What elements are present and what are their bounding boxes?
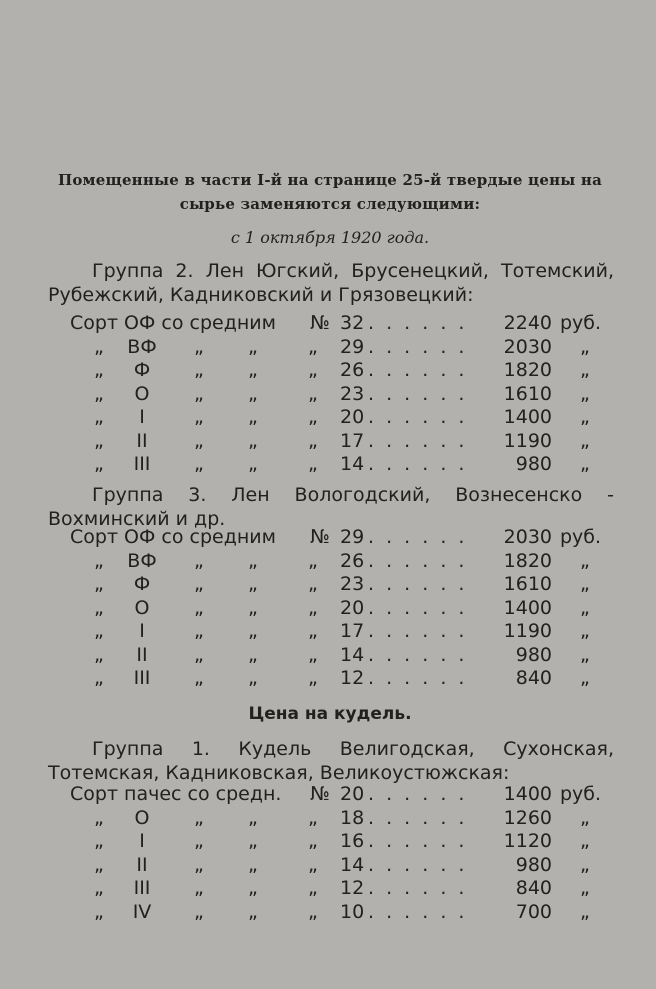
price-row xyxy=(0,550,656,574)
price-value: 1610 xyxy=(503,573,552,595)
average-number: 23 xyxy=(340,573,365,595)
leader-dots: . . . . . . xyxy=(368,429,468,452)
ditto-mark: „ xyxy=(248,806,258,829)
ditto-mark: „ xyxy=(194,596,204,619)
ditto-mark: „ xyxy=(248,900,258,923)
ditto-mark: „ xyxy=(94,573,104,595)
price-row xyxy=(0,830,656,854)
average-number: 10 xyxy=(340,900,365,923)
price-row xyxy=(0,667,656,691)
leader-dots: . . . . . . xyxy=(368,853,468,876)
price-value: 840 xyxy=(515,877,552,899)
ditto-mark: „ xyxy=(194,382,204,405)
ditto-mark: „ xyxy=(94,667,104,689)
sort-name: II xyxy=(136,429,148,452)
price-row xyxy=(0,783,656,807)
leader-dots: . . . . . . xyxy=(368,382,468,405)
price-value: 1610 xyxy=(503,382,552,405)
leader-dots: . . . . . . xyxy=(368,573,468,595)
ditto-mark: „ xyxy=(580,900,590,923)
ditto-mark: „ xyxy=(248,549,258,572)
sort-label: Сорт ОФ со средним xyxy=(70,526,276,548)
sort-name: О xyxy=(134,382,150,405)
ditto-mark: „ xyxy=(94,620,104,642)
ditto-mark: „ xyxy=(194,667,204,689)
price-value: 1820 xyxy=(503,359,552,381)
ditto-mark: „ xyxy=(308,453,318,475)
average-number: 20 xyxy=(340,783,365,805)
price-row xyxy=(0,526,656,550)
leader-dots: . . . . . . xyxy=(368,312,468,334)
sort-name: Ф xyxy=(133,359,151,381)
group1-text: Группа 1. Кудель Велигодская, Сухонская, Тотемская, Кадниковская, Великоустюжская: xyxy=(48,738,614,784)
ditto-mark: „ xyxy=(248,429,258,452)
price-value: 980 xyxy=(515,453,552,475)
leader-dots: . . . . . . xyxy=(368,667,468,689)
ditto-mark: „ xyxy=(94,335,104,358)
leader-dots: . . . . . . xyxy=(368,900,468,923)
ditto-mark: „ xyxy=(580,596,590,619)
ditto-mark: „ xyxy=(580,806,590,829)
ditto-mark: „ xyxy=(248,406,258,428)
leader-dots: . . . . . . xyxy=(368,453,468,475)
average-number: 17 xyxy=(340,429,365,452)
sort-name: Ф xyxy=(133,573,151,595)
unit-label: руб. xyxy=(560,526,602,548)
leader-dots: . . . . . . xyxy=(368,406,468,428)
ditto-mark: „ xyxy=(94,900,104,923)
leader-dots: . . . . . . xyxy=(368,643,468,666)
ditto-mark: „ xyxy=(580,453,590,475)
ditto-mark: „ xyxy=(94,549,104,572)
sort-name: IV xyxy=(132,900,152,923)
ditto-mark: „ xyxy=(94,853,104,876)
ditto-mark: „ xyxy=(248,620,258,642)
ditto-mark: „ xyxy=(580,620,590,642)
ditto-mark: „ xyxy=(580,853,590,876)
ditto-mark: „ xyxy=(194,853,204,876)
price-value: 1820 xyxy=(503,549,552,572)
average-number: 14 xyxy=(340,643,365,666)
number-sign: № xyxy=(310,783,330,805)
ditto-mark: „ xyxy=(194,806,204,829)
leader-dots: . . . . . . xyxy=(368,830,468,852)
ditto-mark: „ xyxy=(308,596,318,619)
price-row xyxy=(0,901,656,925)
ditto-mark: „ xyxy=(308,643,318,666)
ditto-mark: „ xyxy=(580,667,590,689)
date-line: с 1 октября 1920 года. xyxy=(230,228,430,247)
price-value: 2240 xyxy=(503,312,552,334)
sort-name: I xyxy=(139,406,145,428)
price-row xyxy=(0,573,656,597)
price-value: 1120 xyxy=(503,830,552,852)
ditto-mark: „ xyxy=(194,830,204,852)
ditto-mark: „ xyxy=(580,643,590,666)
ditto-mark: „ xyxy=(308,620,318,642)
ditto-mark: „ xyxy=(248,830,258,852)
average-number: 20 xyxy=(340,406,365,428)
sort-name: II xyxy=(136,853,148,876)
ditto-mark: „ xyxy=(194,453,204,475)
ditto-mark: „ xyxy=(580,549,590,572)
ditto-mark: „ xyxy=(308,359,318,381)
leader-dots: . . . . . . xyxy=(368,806,468,829)
average-number: 32 xyxy=(340,312,365,334)
price-row xyxy=(0,877,656,901)
ditto-mark: „ xyxy=(248,335,258,358)
ditto-mark: „ xyxy=(308,549,318,572)
ditto-mark: „ xyxy=(194,549,204,572)
ditto-mark: „ xyxy=(308,667,318,689)
ditto-mark: „ xyxy=(580,359,590,381)
kudel-heading: Цена на кудель. xyxy=(248,704,412,724)
average-number: 23 xyxy=(340,382,365,405)
ditto-mark: „ xyxy=(94,453,104,475)
ditto-mark: „ xyxy=(308,335,318,358)
number-sign: № xyxy=(310,312,330,334)
ditto-mark: „ xyxy=(248,453,258,475)
ditto-mark: „ xyxy=(248,877,258,899)
ditto-mark: „ xyxy=(308,382,318,405)
price-value: 980 xyxy=(515,643,552,666)
ditto-mark: „ xyxy=(94,806,104,829)
leader-dots: . . . . . . xyxy=(368,526,468,548)
average-number: 14 xyxy=(340,453,365,475)
group1-paragraph xyxy=(48,737,614,785)
heading-line-2: сырье заменяются следующими: xyxy=(179,195,481,213)
average-number: 29 xyxy=(340,335,365,358)
group2-text: Группа 2. Лен Югский, Брусенецкий, Тотемский, Рубежский, Кадниковский и Грязовецкий: xyxy=(48,260,614,306)
price-row xyxy=(0,597,656,621)
price-row xyxy=(0,620,656,644)
price-row xyxy=(0,453,656,477)
leader-dots: . . . . . . xyxy=(368,335,468,358)
ditto-mark: „ xyxy=(580,877,590,899)
ditto-mark: „ xyxy=(248,573,258,595)
leader-dots: . . . . . . xyxy=(368,877,468,899)
ditto-mark: „ xyxy=(308,877,318,899)
ditto-mark: „ xyxy=(194,620,204,642)
price-row xyxy=(0,406,656,430)
ditto-mark: „ xyxy=(194,643,204,666)
average-number: 12 xyxy=(340,667,365,689)
ditto-mark: „ xyxy=(194,406,204,428)
ditto-mark: „ xyxy=(94,830,104,852)
average-number: 12 xyxy=(340,877,365,899)
group2-paragraph xyxy=(48,259,614,307)
price-row xyxy=(0,644,656,668)
sort-name: I xyxy=(139,830,145,852)
price-row xyxy=(0,312,656,336)
ditto-mark: „ xyxy=(94,406,104,428)
price-value: 1190 xyxy=(503,620,552,642)
ditto-mark: „ xyxy=(94,596,104,619)
price-value: 2030 xyxy=(503,335,552,358)
average-number: 17 xyxy=(340,620,365,642)
ditto-mark: „ xyxy=(248,359,258,381)
price-row xyxy=(0,359,656,383)
average-number: 26 xyxy=(340,549,365,572)
sort-name: ВФ xyxy=(127,335,157,358)
ditto-mark: „ xyxy=(308,806,318,829)
price-value: 700 xyxy=(515,900,552,923)
sort-name: ВФ xyxy=(127,549,157,572)
ditto-mark: „ xyxy=(94,877,104,899)
ditto-mark: „ xyxy=(308,853,318,876)
sort-name: О xyxy=(134,806,150,829)
ditto-mark: „ xyxy=(248,643,258,666)
ditto-mark: „ xyxy=(248,382,258,405)
price-value: 1260 xyxy=(503,806,552,829)
ditto-mark: „ xyxy=(94,382,104,405)
ditto-mark: „ xyxy=(580,429,590,452)
sort-name: О xyxy=(134,596,150,619)
average-number: 20 xyxy=(340,596,365,619)
price-value: 1190 xyxy=(503,429,552,452)
leader-dots: . . . . . . xyxy=(368,620,468,642)
price-value: 1400 xyxy=(503,783,552,805)
price-value: 1400 xyxy=(503,406,552,428)
sort-name: III xyxy=(133,667,151,689)
price-row xyxy=(0,807,656,831)
ditto-mark: „ xyxy=(248,596,258,619)
heading-line-1: Помещенные в части I-й на странице 25-й твердые цены на xyxy=(57,171,603,189)
sort-name: III xyxy=(133,453,151,475)
ditto-mark: „ xyxy=(94,429,104,452)
ditto-mark: „ xyxy=(308,406,318,428)
ditto-mark: „ xyxy=(194,359,204,381)
average-number: 18 xyxy=(340,806,365,829)
sort-label: Сорт ОФ со средним xyxy=(70,312,276,334)
average-number: 16 xyxy=(340,830,365,852)
price-row xyxy=(0,430,656,454)
price-row xyxy=(0,383,656,407)
ditto-mark: „ xyxy=(248,853,258,876)
ditto-mark: „ xyxy=(94,359,104,381)
price-value: 2030 xyxy=(503,526,552,548)
group3-paragraph xyxy=(48,483,614,531)
ditto-mark: „ xyxy=(308,900,318,923)
ditto-mark: „ xyxy=(580,382,590,405)
ditto-mark: „ xyxy=(580,573,590,595)
ditto-mark: „ xyxy=(580,335,590,358)
unit-label: руб. xyxy=(560,783,602,805)
leader-dots: . . . . . . xyxy=(368,549,468,572)
ditto-mark: „ xyxy=(94,643,104,666)
ditto-mark: „ xyxy=(308,573,318,595)
ditto-mark: „ xyxy=(194,877,204,899)
ditto-mark: „ xyxy=(248,667,258,689)
ditto-mark: „ xyxy=(580,406,590,428)
price-row xyxy=(0,854,656,878)
ditto-mark: „ xyxy=(580,830,590,852)
ditto-mark: „ xyxy=(194,429,204,452)
leader-dots: . . . . . . xyxy=(368,783,468,805)
price-value: 1400 xyxy=(503,596,552,619)
ditto-mark: „ xyxy=(194,335,204,358)
group3-text: Группа 3. Лен Вологодский, Вознесенско - Вохминский и др. xyxy=(48,484,614,530)
average-number: 14 xyxy=(340,853,365,876)
sort-name: I xyxy=(139,620,145,642)
average-number: 29 xyxy=(340,526,365,548)
unit-label: руб. xyxy=(560,312,602,334)
sort-name: II xyxy=(136,643,148,666)
average-number: 26 xyxy=(340,359,365,381)
ditto-mark: „ xyxy=(194,573,204,595)
price-row xyxy=(0,336,656,360)
sort-name: III xyxy=(133,877,151,899)
price-value: 980 xyxy=(515,853,552,876)
price-value: 840 xyxy=(515,667,552,689)
ditto-mark: „ xyxy=(308,830,318,852)
sort-label: Сорт пачес со средн. xyxy=(70,783,282,805)
leader-dots: . . . . . . xyxy=(368,596,468,619)
leader-dots: . . . . . . xyxy=(368,359,468,381)
ditto-mark: „ xyxy=(194,900,204,923)
ditto-mark: „ xyxy=(308,429,318,452)
number-sign: № xyxy=(310,526,330,548)
